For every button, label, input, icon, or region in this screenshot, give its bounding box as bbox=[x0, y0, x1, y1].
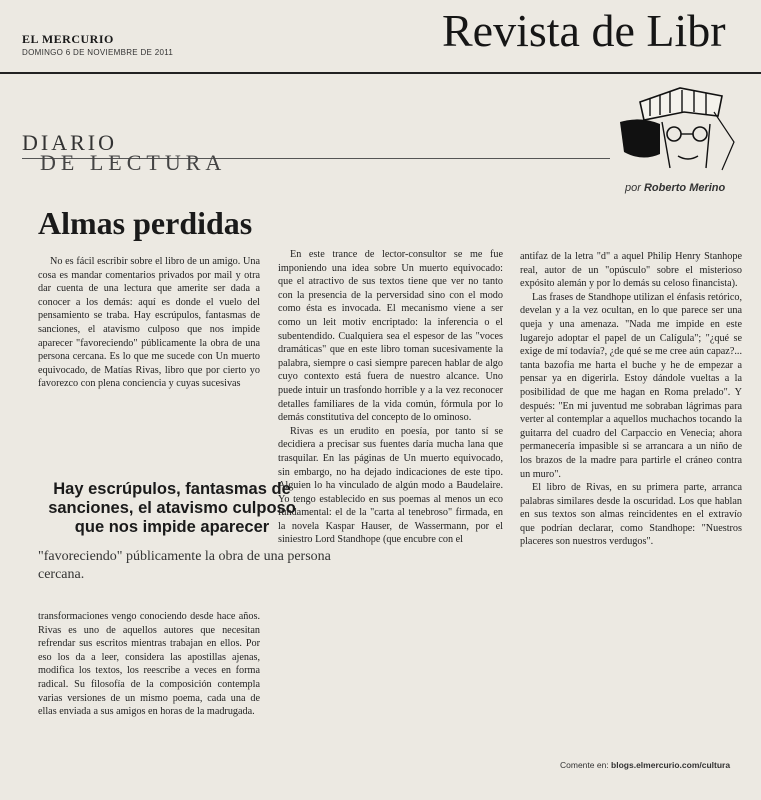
article-column-1 bbox=[38, 255, 260, 391]
paragraph: En este trance de lector-consultor se me fue imponiendo una idea sobre Un muerto equivocado: que el atractivo de sus textos tiene que ver no tanto con la presencia de la perversidad sino con el modo como ésta es invocada. El mecanismo viene a ser como un leit motiv encriptado: la inferencia o el subentendido. Cualquiera sea el espesor de las "voces dramáticas" que en este libro toman sucesivamente la palabra, siempre o casi siempre parecen hablar de algo cuyo contexto está fuera de nuestro alcance. Uno puede intuir un trasfondo horrible y a la vez reconocer detalles familiares de la vida común, fórmula por lo demás constitutiva del concepto de lo ominoso. bbox=[278, 249, 503, 424]
paragraph: antifaz de la letra "d" a aquel Philip Henry Stanhope real, autor de un "opúsculo" sobre el misterioso expósito alemán y por lo demás su celoso financista). bbox=[520, 251, 742, 290]
header-rule bbox=[0, 72, 761, 74]
paragraph: Las frases de Standhope utilizan el énfasis retórico, develan y a la vez ocultan, en lo que parece ser una queja y una amenaza. "Nada me impide en este lugarejo adoptar el papel de un Calígula"; "¿qué se exige de mí todavía?, ¿de qué se me cree aún capaz?... tanta bazofia me harta el buche y he de empezar a pensar ya en digerirla. Estoy dándole vueltas a la posibilidad de que me hagan en Roma prelado". Y después: "En mi juventud me sobraban lágrimas para verter al contemplar a aquellos muchachos tocando la guitarra del cuadro del Carpaccio en Venecia; ahora permanecería impasible si se arrancara a un niño de los brazos de la madre para partirle el cráneo contra un muro". bbox=[520, 291, 742, 480]
column-name-line2: DE LECTURA bbox=[40, 150, 227, 175]
author-caricature-illustration bbox=[610, 82, 740, 174]
comment-label: Comente en: bbox=[560, 760, 609, 770]
article-headline: Almas perdidas bbox=[38, 205, 253, 241]
paragraph: El libro de Rivas, en su primera parte, arranca palabras similares desde la oscuridad. Los que hablan en sus textos son almas reincidentes en el extravío que podrían declarar, como Standhope: "Nuestros placeres son nuestros verdugos". bbox=[520, 482, 742, 548]
byline-prefix: por bbox=[625, 182, 641, 194]
issue-date: DOMINGO 6 DE NOVIEMBRE DE 2011 bbox=[22, 48, 174, 57]
pull-quote: Hay escrúpulos, fantasmas de sanciones, el atavismo culposo que nos impide aparecer bbox=[48, 480, 296, 536]
paragraph: transformaciones vengo conociendo desde hace años. Rivas es uno de aquellos autores que necesitan refrendar sus escritos mientras trabajan en ellos. Por eso los da a leer, considera las apostillas ajenas, modifica los textos, los reescribe a veces en forma radical. Su filosofía de la composición contempla varias versiones de un mismo poema, cada una de ellas enviada a sus amigos en horas de la madrugada. bbox=[38, 611, 260, 718]
paragraph: No es fácil escribir sobre el libro de un amigo. Una cosa es mandar comentarios privados por mail y otra dar cuenta de una lectura que amerite ser dada a conocer a los demás: aquí es donde el vuelo del pensamiento se traba. Hay escrúpulos, fantasmas de sanciones, el atavismo culposo que nos impide aparecer "favoreciendo" públicamente la obra de una persona cercana. Es lo que me sucede con Un muerto equivocado, de Matías Rivas, libro que por cierto yo favorezco con plena conciencia y cuyas sucesivas bbox=[38, 256, 260, 390]
author-name: Roberto Merino bbox=[643, 182, 726, 194]
article-column-1-continued bbox=[38, 610, 260, 719]
section-title: Revista de Libr bbox=[442, 5, 726, 56]
article-column-2 bbox=[278, 248, 503, 547]
column-name-line1: DIARIO bbox=[22, 130, 117, 155]
comment-link[interactable]: blogs.elmercurio.com/cultura bbox=[611, 760, 731, 770]
article-column-3 bbox=[520, 250, 742, 549]
newspaper-name: EL MERCURIO bbox=[22, 32, 114, 46]
paragraph: Rivas es un erudito en poesía, por tanto sí se decidiera a precisar sus fuentes daría mucha lana que trasquilar. En las páginas de Un muerto equivocado, sin embargo, no ha dejado indicaciones de este tipo. Alguien lo ha vinculado de algún modo a Baudelaire. Yo tengo establecido en sus poemas al menos un eco fundamental: el de la "carta al tenebroso" firmada, en la novela Kaspar Hauser, de Wassermann, por el siniestro Lord Standhope (que encubre con el bbox=[278, 425, 503, 546]
pull-quote-continuation: "favoreciendo" públicamente la obra de una persona cercana. bbox=[38, 549, 331, 582]
comment-footer bbox=[560, 760, 730, 770]
byline bbox=[625, 182, 725, 194]
